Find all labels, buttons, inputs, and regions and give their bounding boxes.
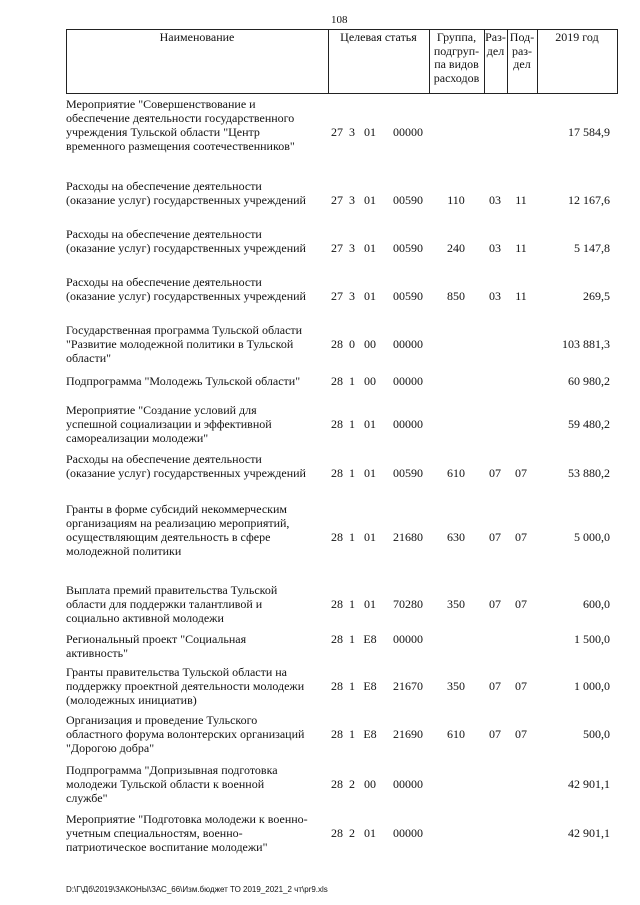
row-code-c2: 2: [349, 826, 355, 840]
row-code-c3: 01: [364, 417, 376, 431]
row-code-c4: 00590: [393, 466, 423, 480]
row-code-c6: 07: [489, 679, 501, 693]
col-divider: [617, 29, 618, 94]
row-amount: 12 167,6: [568, 193, 610, 207]
row-code-c2: 2: [349, 777, 355, 791]
row-name-line: Мероприятие "Подготовка молодежи к военно-: [66, 812, 308, 826]
row-code-c3: E8: [363, 679, 377, 693]
row-code-c3: 01: [364, 193, 376, 207]
row-name-line: (оказание услуг) государственных учреждений: [66, 289, 306, 303]
row-name-line: Мероприятие "Совершенствование и: [66, 97, 256, 111]
row-name-line: социально активной молодежи: [66, 611, 224, 625]
row-code-c5: 110: [447, 193, 465, 207]
row-name-line: "Развитие молодежной политики в Тульской: [66, 337, 294, 351]
row-code-c6: 03: [489, 241, 501, 255]
row-code-c2: 1: [349, 597, 355, 611]
row-code-c1: 27: [331, 193, 343, 207]
row-name-line: молодежной политики: [66, 544, 182, 558]
row-code-c1: 27: [331, 125, 343, 139]
row-code-c2: 3: [349, 193, 355, 207]
row-code-c5: 610: [447, 466, 465, 480]
row-code-c1: 28: [331, 530, 343, 544]
row-name-line: Региональный проект "Социальная: [66, 632, 247, 646]
row-code-c4: 00590: [393, 241, 423, 255]
row-name-line: Расходы на обеспечение деятельности: [66, 275, 262, 289]
row-code-c6: 07: [489, 727, 501, 741]
row-name-line: Гранты в форме субсидий некоммерческим: [66, 502, 288, 516]
row-code-c1: 27: [331, 241, 343, 255]
row-code-c4: 00590: [393, 289, 423, 303]
row-code-c4: 00590: [393, 193, 423, 207]
row-code-c2: 1: [349, 530, 355, 544]
row-code-c1: 28: [331, 417, 343, 431]
row-amount: 59 480,2: [568, 417, 610, 431]
row-name-line: Гранты правительства Тульской области на: [66, 665, 288, 679]
row-name: [66, 403, 328, 445]
row-code-c1: 28: [331, 337, 343, 351]
header-bottom-border: [66, 93, 618, 94]
row-name-line: патриотическое воспитание молодежи": [66, 840, 268, 854]
row-name-line: (оказание услуг) государственных учреждений: [66, 241, 306, 255]
file-path-footer: D:\Г\Дб\2019\ЗАКОНЫ\ЗАС_66\Изм.бюджет ТО 2019_2021_2 чт\pr9.xls: [66, 885, 328, 894]
row-code-c2: 3: [349, 241, 355, 255]
row-code-c7: 07: [515, 530, 527, 544]
row-code-c2: 1: [349, 727, 355, 741]
row-amount: 5 147,8: [574, 241, 610, 255]
row-code-c1: 27: [331, 289, 343, 303]
row-code-c1: 28: [331, 679, 343, 693]
row-name-line: (оказание услуг) государственных учреждений: [66, 193, 306, 207]
row-name: [66, 812, 328, 854]
row-name-line: Подпрограмма "Допризывная подготовка: [66, 763, 278, 777]
row-code-c2: 3: [349, 289, 355, 303]
row-code-c1: 28: [331, 632, 343, 646]
row-code-c4: 00000: [393, 125, 423, 139]
row-name: [66, 323, 328, 365]
header-target: Целевая статья: [340, 30, 417, 44]
row-code-c2: 1: [349, 679, 355, 693]
row-code-c6: 07: [489, 597, 501, 611]
row-code-c2: 1: [349, 632, 355, 646]
row-name-line: (молодежных инициатив): [66, 693, 197, 707]
row-code-c2: 1: [349, 374, 355, 388]
row-name-line: учетным специальностям, военно-: [66, 826, 243, 840]
row-name-line: организациям на реализацию мероприятий,: [66, 516, 290, 530]
row-code-c1: 28: [331, 374, 343, 388]
row-name: [66, 275, 328, 303]
row-name-line: Расходы на обеспечение деятельности: [66, 179, 262, 193]
row-name-line: Расходы на обеспечение деятельности: [66, 227, 262, 241]
row-code-c7: 07: [515, 597, 527, 611]
row-name: [66, 452, 328, 480]
row-code-c4: 00000: [393, 417, 423, 431]
row-code-c1: 28: [331, 826, 343, 840]
row-code-c3: 01: [364, 826, 376, 840]
row-code-c4: 70280: [393, 597, 423, 611]
row-amount: 103 881,3: [562, 337, 610, 351]
header-year: 2019 год: [555, 30, 599, 44]
row-code-c6: 07: [489, 466, 501, 480]
row-name: [66, 763, 328, 805]
row-code-c2: 0: [349, 337, 355, 351]
row-code-c3: E8: [363, 727, 377, 741]
header-group: Группа, подгруп- па видов расходов: [433, 30, 480, 85]
row-code-c5: 850: [447, 289, 465, 303]
row-code-c3: 01: [364, 125, 376, 139]
row-code-c1: 28: [331, 466, 343, 480]
row-code-c7: 11: [515, 241, 527, 255]
row-code-c5: 350: [447, 679, 465, 693]
header-name: Наименование: [159, 30, 235, 44]
row-code-c4: 21690: [393, 727, 423, 741]
row-name-line: самореализации молодежи": [66, 431, 209, 445]
row-amount: 500,0: [583, 727, 610, 741]
row-name-line: Государственная программа Тульской области: [66, 323, 303, 337]
row-name-line: активность": [66, 646, 128, 660]
row-code-c5: 240: [447, 241, 465, 255]
row-code-c1: 28: [331, 727, 343, 741]
row-name-line: (оказание услуг) государственных учреждений: [66, 466, 306, 480]
row-code-c5: 350: [447, 597, 465, 611]
row-code-c4: 00000: [393, 337, 423, 351]
row-name-line: учреждения Тульской области "Центр: [66, 125, 260, 139]
row-name-line: "Дорогою добра": [66, 741, 155, 755]
row-code-c3: 01: [364, 530, 376, 544]
row-amount: 600,0: [583, 597, 610, 611]
row-code-c7: 11: [515, 289, 527, 303]
row-code-c2: 1: [349, 417, 355, 431]
row-code-c4: 21670: [393, 679, 423, 693]
row-name: [66, 227, 328, 255]
row-code-c1: 28: [331, 777, 343, 791]
row-name: [66, 583, 328, 625]
row-code-c7: 07: [515, 466, 527, 480]
row-name-line: Подпрограмма "Молодежь Тульской области": [66, 374, 301, 388]
row-code-c3: 01: [364, 466, 376, 480]
row-code-c2: 1: [349, 466, 355, 480]
row-code-c3: 00: [364, 337, 376, 351]
row-name-line: молодежи Тульской области к военной: [66, 777, 265, 791]
row-code-c7: 07: [515, 727, 527, 741]
header-section: Раз- дел: [485, 30, 506, 58]
row-amount: 42 901,1: [568, 826, 610, 840]
row-code-c3: 01: [364, 597, 376, 611]
row-name-line: осуществляющим деятельность в сфере: [66, 530, 271, 544]
row-amount: 5 000,0: [574, 530, 610, 544]
row-code-c6: 03: [489, 289, 501, 303]
header-subsection: Под- раз- дел: [509, 30, 535, 71]
page-number: 108: [331, 14, 348, 26]
row-name-line: Выплата премий правительства Тульской: [66, 583, 278, 597]
row-name-line: Мероприятие "Создание условий для: [66, 403, 257, 417]
row-code-c3: 01: [364, 289, 376, 303]
row-code-c3: 00: [364, 777, 376, 791]
row-code-c2: 3: [349, 125, 355, 139]
row-code-c5: 630: [447, 530, 465, 544]
row-name: [66, 502, 328, 558]
row-amount: 60 980,2: [568, 374, 610, 388]
row-code-c4: 00000: [393, 777, 423, 791]
row-name-line: успешной социализации и эффективной: [66, 417, 272, 431]
row-name: [66, 632, 328, 660]
row-code-c4: 21680: [393, 530, 423, 544]
row-name-line: области": [66, 351, 112, 365]
row-amount: 53 880,2: [568, 466, 610, 480]
row-name-line: временного размещения соотечественников": [66, 139, 295, 153]
row-code-c6: 03: [489, 193, 501, 207]
row-name-line: областного форума волонтерских организаций: [66, 727, 305, 741]
row-amount: 1 000,0: [574, 679, 610, 693]
row-name: [66, 179, 328, 207]
row-code-c6: 07: [489, 530, 501, 544]
row-name-line: Организация и проведение Тульского: [66, 713, 258, 727]
row-name-line: обеспечение деятельности государственного: [66, 111, 295, 125]
row-code-c7: 11: [515, 193, 527, 207]
row-code-c3: E8: [363, 632, 377, 646]
row-amount: 17 584,9: [568, 125, 610, 139]
row-name-line: Расходы на обеспечение деятельности: [66, 452, 262, 466]
row-code-c5: 610: [447, 727, 465, 741]
row-name-line: области для поддержки талантливой и: [66, 597, 263, 611]
row-name: [66, 97, 328, 153]
row-code-c3: 01: [364, 241, 376, 255]
row-amount: 42 901,1: [568, 777, 610, 791]
row-name: [66, 665, 328, 707]
row-code-c3: 00: [364, 374, 376, 388]
row-code-c4: 00000: [393, 374, 423, 388]
row-name-line: поддержку проектной деятельности молодежи: [66, 679, 305, 693]
row-code-c4: 00000: [393, 632, 423, 646]
row-amount: 1 500,0: [574, 632, 610, 646]
row-amount: 269,5: [583, 289, 610, 303]
row-code-c1: 28: [331, 597, 343, 611]
row-name-line: службе": [66, 791, 108, 805]
row-code-c7: 07: [515, 679, 527, 693]
row-name: [66, 374, 328, 388]
row-name: [66, 713, 328, 755]
row-code-c4: 00000: [393, 826, 423, 840]
